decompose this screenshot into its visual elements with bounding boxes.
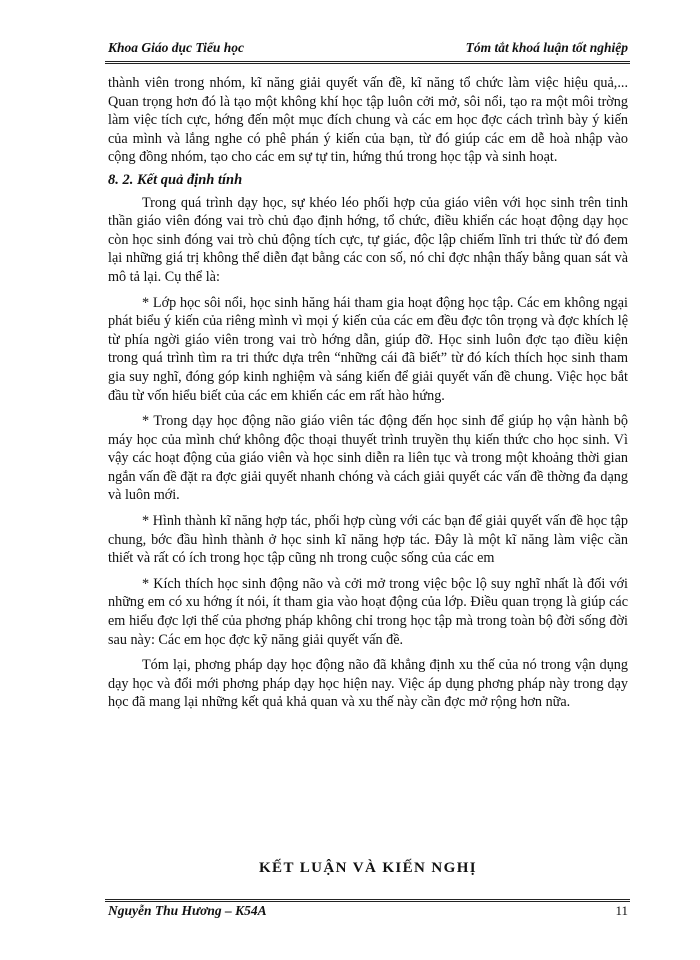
header-doc-title: Tóm tắt khoá luận tốt nghiệp <box>465 40 628 55</box>
conclusion-heading: KẾT LUẬN VÀ KIẾN NGHỊ <box>258 860 478 876</box>
summary-paragraph: Tóm lại, phơng pháp dạy học động não đã khẳng định xu thế của nó trong vận dụng dạy học và đổi mới phơng pháp dạy học hiện nay. Việc áp dụng phơng pháp này trong dạy học đã mang lại những kết quả khả quan và xu thế này cần đợc mở rộng hơn nữa. <box>108 657 628 711</box>
intro-paragraph: thành viên trong nhóm, kĩ năng giải quyết vấn đề, kĩ năng tổ chức làm việc hiệu quả,... Quan trọng hơn đó là tạo một không khí học tập luôn cởi mở, sôi nổi, tạo ra một môi trờng làm việc tích cực, hớng đến một mục đích chung và các em học đợc cách trình bày ý kiến của mình và lắng nghe có phê phán ý kiến của bạn, từ đó giúp các em dễ hoà nhập vào cộng đồng nhóm, tạo cho các em sự tự tin, hứng thú trong học tập và sinh hoạt. <box>108 75 628 166</box>
header-divider <box>105 61 630 64</box>
page-header <box>108 38 628 60</box>
page-footer <box>108 903 628 925</box>
bullet-paragraph-3: * Hình thành kĩ năng hợp tác, phối hợp cùng với các bạn để giải quyết vấn đề học tập chung, bớc đầu hình thành ở học sinh kĩ năng hợp tác. Đây là một kĩ năng làm việc cần thiết và rất có ích trong học tập cũng nh trong cuộc sống của các em <box>108 513 628 567</box>
section-heading: 8. 2. Kết quả định tính <box>108 171 243 188</box>
footer-author: Nguyễn Thu Hương – K54A <box>108 903 267 918</box>
bullet-paragraph-1: * Lớp học sôi nổi, học sinh hăng hái tham gia hoạt động học tập. Các em không ngại phát biểu ý kiến của riêng mình vì mọi ý kiến của các em đều đợc tôn trọng và đợc khích lệ từ phía ngời giáo viên trong vai trò hớng dẫn, giúp đỡ. Học sinh luôn đợc tạo điều kiện trong quá trình tìm ra tri thức dựa trên “những cái đã biết” từ đó kích thích học sinh tham gia suy nghĩ, đóng góp kinh nghiệm và sáng kiến để giải quyết vấn đề chung. Việc học bắt đầu từ vốn hiểu biết của các em khiến các em rất hào hứng. <box>108 294 628 404</box>
footer-divider <box>105 899 630 902</box>
bullet-paragraph-2: * Trong dạy học động não giáo viên tác động đến học sinh để giúp họ vận hành bộ máy học của mình chứ không độc thoại thuyết trình truyền thụ kiến thức cho học sinh. Vì vậy các hoạt động của giáo viên và học sinh diễn ra liên tục và trong một khoảng thời gian ngắn vấn đề đặt ra đợc giải quyết nhanh chóng và cách giải quyết các vấn đề thờng đa dạng và luôn mới. <box>108 413 628 504</box>
page-body <box>108 74 628 712</box>
page-number: 11 <box>615 903 628 918</box>
paragraph-qualitative: Trong quá trình dạy học, sự khéo léo phối hợp của giáo viên với học sinh trên tinh thần giáo viên đóng vai trò chủ đạo định hớng, tổ chức, điều khiển các hoạt động dạy học còn học sinh đóng vai trò chủ động tích cực, tự giác, độc lập chiếm lĩnh tri thức từ đó đem lại những giá trị không thể diễn đạt bằng các con số, nó chỉ đợc nhận thấy bằng quan sát và mô tả lại. Cụ thể là: <box>108 194 628 285</box>
bullet-paragraph-4: * Kích thích học sinh động não và cởi mở trong việc bộc lộ suy nghĩ nhất là đối với những em có xu hớng ít nói, ít tham gia vào hoạt động của lớp. Điều quan trọng là giúp các em hiểu đợc lợi thế của phơng pháp không chỉ trong học tập mà trong toàn bộ đời sống đời sau này: Các em học đợc kỹ năng giải quyết vấn đề. <box>108 575 628 648</box>
header-faculty: Khoa Giáo dục Tiểu học <box>108 40 245 55</box>
